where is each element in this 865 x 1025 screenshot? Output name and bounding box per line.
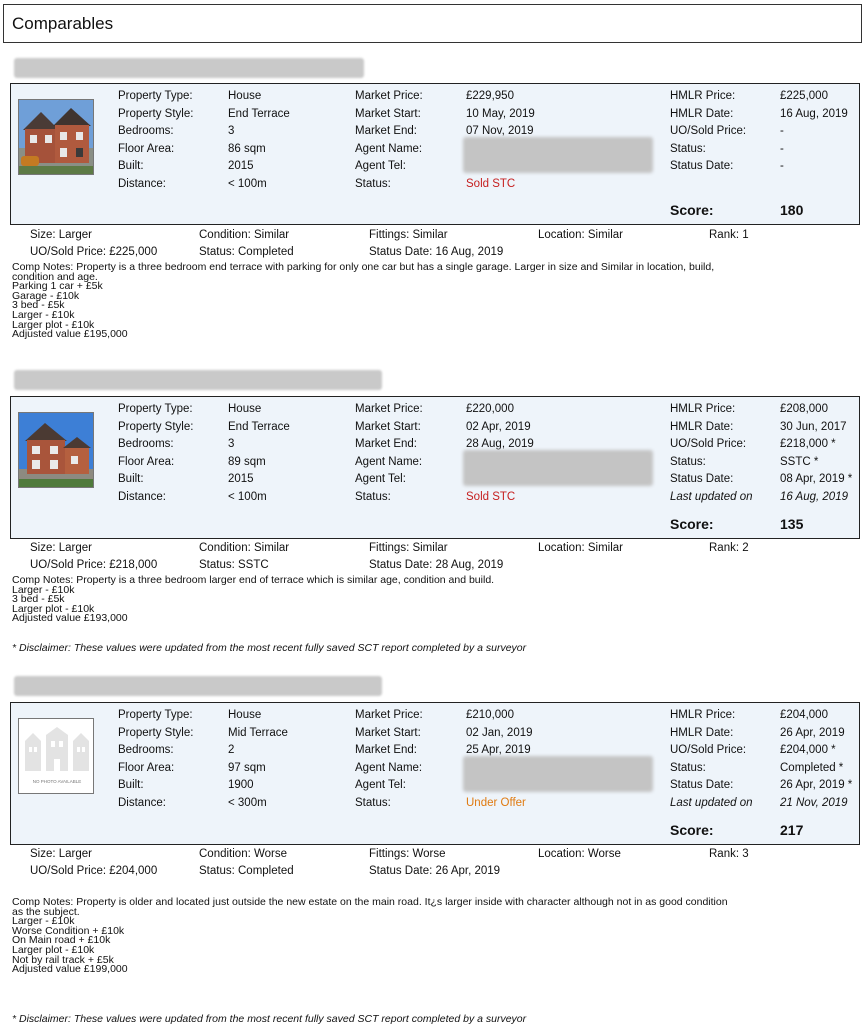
value-status-right: SSTC * <box>780 455 819 468</box>
meta-size: Size: Larger <box>30 229 93 241</box>
page-header <box>3 4 862 43</box>
value-market-end: 28 Aug, 2019 <box>466 438 534 450</box>
label-market-start: Market Start: <box>355 107 421 120</box>
agent-details-redacted <box>463 137 653 173</box>
label-agent-tel: Agent Tel: <box>355 160 406 172</box>
label-status-right: Status: <box>670 142 706 155</box>
label-status: Status: <box>355 796 391 809</box>
label-agent-name: Agent Name: <box>355 142 423 155</box>
comp-notes: Comp Notes: Property is older and located just outside the new estate on the main road. It¿s larger inside with character although not in as good condition as the subject. Larger - £10k Worse Condition + £10k On Main road + £10k Larger plot - £10k Not by rail track + £5k Adjusted value £199,000 <box>12 896 728 976</box>
comparable-card <box>10 396 860 539</box>
value-built: 1900 <box>228 779 254 791</box>
value-hmlr-date: 16 Aug, 2019 <box>780 107 848 120</box>
agent-details-redacted <box>463 450 653 486</box>
value-property-style: End Terrace <box>228 420 290 433</box>
value-distance: < 100m <box>228 490 267 503</box>
value-floor-area: 89 sqm <box>228 455 266 468</box>
value-property-style: Mid Terrace <box>228 726 288 739</box>
meta-fittings: Fittings: Worse <box>369 848 446 860</box>
value-property-type: House <box>228 90 262 102</box>
meta-size: Size: Larger <box>30 542 93 554</box>
label-bedrooms: Bedrooms: <box>118 744 174 756</box>
label-market-start: Market Start: <box>355 726 421 739</box>
value-uo-sold-price: £218,000 * <box>780 438 836 450</box>
label-hmlr-price: HMLR Price: <box>670 709 736 721</box>
disclaimer-note: * Disclaimer: These values were updated from the most recent fully saved SCT report completed by a surveyor <box>12 1013 527 1025</box>
value-property-type: House <box>228 709 262 721</box>
value-bedrooms: 3 <box>228 125 235 137</box>
value-market-end: 07 Nov, 2019 <box>466 125 534 137</box>
label-built: Built: <box>118 473 144 485</box>
meta-fittings: Fittings: Similar <box>369 229 448 241</box>
label-agent-tel: Agent Tel: <box>355 779 406 791</box>
label-built: Built: <box>118 779 144 791</box>
meta-status-date-line: Status Date: 28 Aug, 2019 <box>369 559 504 571</box>
agent-details-redacted <box>463 756 653 792</box>
label-property-style: Property Style: <box>118 726 194 739</box>
label-status: Status: <box>355 490 391 503</box>
score-value: 217 <box>780 822 804 838</box>
value-uo-sold-price: - <box>780 125 784 137</box>
comparable-card <box>10 83 860 225</box>
meta-location: Location: Worse <box>538 848 621 860</box>
label-floor-area: Floor Area: <box>118 455 175 468</box>
value-hmlr-price: £208,000 <box>780 403 828 415</box>
disclaimer-note: * Disclaimer: These values were updated from the most recent fully saved SCT report completed by a surveyor <box>12 642 527 654</box>
no-photo-caption: NO PHOTO AVAILABLE <box>32 779 82 784</box>
meta-status-date-line: Status Date: 26 Apr, 2019 <box>369 865 501 877</box>
meta-uo-line: UO/Sold Price: £218,000 <box>30 559 158 571</box>
label-bedrooms: Bedrooms: <box>118 125 174 137</box>
value-status-date: - <box>780 160 784 172</box>
label-market-price: Market Price: <box>355 709 423 721</box>
value-market-price: £229,950 <box>466 90 514 102</box>
label-property-type: Property Type: <box>118 403 193 415</box>
value-market-start: 10 May, 2019 <box>466 107 535 120</box>
label-distance: Distance: <box>118 490 166 503</box>
label-property-style: Property Style: <box>118 420 194 433</box>
meta-fittings: Fittings: Similar <box>369 542 448 554</box>
value-status-right: Completed * <box>780 761 844 774</box>
value-status-date: 08 Apr, 2019 * <box>780 473 853 485</box>
label-status-date: Status Date: <box>670 779 734 791</box>
label-market-end: Market End: <box>355 125 417 137</box>
score-value: 180 <box>780 202 804 218</box>
meta-status-line: Status: SSTC <box>199 559 269 571</box>
label-hmlr-price: HMLR Price: <box>670 403 736 415</box>
value-hmlr-price: £204,000 <box>780 709 828 721</box>
label-bedrooms: Bedrooms: <box>118 438 174 450</box>
label-market-end: Market End: <box>355 438 417 450</box>
meta-condition: Condition: Similar <box>199 542 290 554</box>
label-market-price: Market Price: <box>355 403 423 415</box>
label-floor-area: Floor Area: <box>118 761 175 774</box>
meta-status-line: Status: Completed <box>199 865 294 877</box>
value-last-updated-label: 16 Aug, 2019 <box>780 490 848 503</box>
comp-notes: Comp Notes: Property is a three bedroom end terrace with parking for only one car but has a single garage. Larger in size and Similar in location, build, condition and age. Parking 1 car + £5k Garage - £10k 3 bed - £5k Larger - £10k Larger plot - £10k Adjusted value £195,000 <box>12 261 715 341</box>
label-uo-sold-price: UO/Sold Price: <box>670 438 747 450</box>
value-uo-sold-price: £204,000 * <box>780 744 836 756</box>
value-bedrooms: 2 <box>228 744 235 756</box>
property-photo <box>18 412 94 488</box>
value-built: 2015 <box>228 473 254 485</box>
label-status-right: Status: <box>670 455 706 468</box>
label-distance: Distance: <box>118 177 166 190</box>
label-floor-area: Floor Area: <box>118 142 175 155</box>
property-photo <box>18 99 94 175</box>
label-status-date: Status Date: <box>670 473 734 485</box>
meta-uo-line: UO/Sold Price: £225,000 <box>30 246 158 258</box>
address-redacted <box>14 370 382 390</box>
value-distance: < 100m <box>228 177 267 190</box>
value-property-type: House <box>228 403 262 415</box>
comparable-card <box>10 702 860 845</box>
label-property-type: Property Type: <box>118 709 193 721</box>
value-status-right: - <box>780 142 784 155</box>
label-hmlr-date: HMLR Date: <box>670 420 734 433</box>
meta-rank: Rank: 1 <box>709 229 749 241</box>
label-hmlr-date: HMLR Date: <box>670 726 734 739</box>
value-status-date: 26 Apr, 2019 * <box>780 779 853 791</box>
label-agent-tel: Agent Tel: <box>355 473 406 485</box>
value-status: Sold STC <box>466 490 516 503</box>
value-built: 2015 <box>228 160 254 172</box>
score-label: Score: <box>670 202 714 218</box>
value-distance: < 300m <box>228 796 267 809</box>
label-agent-name: Agent Name: <box>355 761 423 774</box>
property-photo <box>18 718 94 794</box>
value-hmlr-date: 26 Apr, 2019 <box>780 726 845 739</box>
label-property-type: Property Type: <box>118 90 193 102</box>
meta-rank: Rank: 3 <box>709 848 749 860</box>
value-market-price: £210,000 <box>466 709 514 721</box>
value-last-updated-label: 21 Nov, 2019 <box>780 796 848 809</box>
value-bedrooms: 3 <box>228 438 235 450</box>
label-uo-sold-price: UO/Sold Price: <box>670 744 747 756</box>
label-market-price: Market Price: <box>355 90 423 102</box>
label-status-date: Status Date: <box>670 160 734 172</box>
meta-condition: Condition: Similar <box>199 229 290 241</box>
score-label: Score: <box>670 516 714 532</box>
label-hmlr-date: HMLR Date: <box>670 107 734 120</box>
label-distance: Distance: <box>118 796 166 809</box>
value-floor-area: 86 sqm <box>228 142 266 155</box>
value-floor-area: 97 sqm <box>228 761 266 774</box>
meta-location: Location: Similar <box>538 229 624 241</box>
meta-location: Location: Similar <box>538 542 624 554</box>
value-market-start: 02 Apr, 2019 <box>466 420 531 433</box>
value-market-price: £220,000 <box>466 403 514 415</box>
value-market-end: 25 Apr, 2019 <box>466 744 531 756</box>
value-status: Under Offer <box>466 796 526 809</box>
value-hmlr-price: £225,000 <box>780 90 828 102</box>
value-hmlr-date: 30 Jun, 2017 <box>780 420 847 433</box>
label-built: Built: <box>118 160 144 172</box>
address-redacted <box>14 58 364 78</box>
meta-uo-line: UO/Sold Price: £204,000 <box>30 865 158 877</box>
meta-size: Size: Larger <box>30 848 93 860</box>
label-property-style: Property Style: <box>118 107 194 120</box>
meta-status-line: Status: Completed <box>199 246 294 258</box>
comp-notes: Comp Notes: Property is a three bedroom larger end of terrace which is similar age, condition and build. Larger - £10k 3 bed - £5k Larger plot - £10k Adjusted value £193,000 <box>12 574 495 625</box>
meta-rank: Rank: 2 <box>709 542 749 554</box>
label-market-end: Market End: <box>355 744 417 756</box>
label-hmlr-price: HMLR Price: <box>670 90 736 102</box>
label-uo-sold-price: UO/Sold Price: <box>670 125 747 137</box>
label-market-start: Market Start: <box>355 420 421 433</box>
label-last-updated-label: Last updated on <box>670 796 753 809</box>
label-status: Status: <box>355 177 391 190</box>
value-status: Sold STC <box>466 177 516 190</box>
meta-condition: Condition: Worse <box>199 848 287 860</box>
label-agent-name: Agent Name: <box>355 455 423 468</box>
value-market-start: 02 Jan, 2019 <box>466 726 533 739</box>
score-label: Score: <box>670 822 714 838</box>
score-value: 135 <box>780 516 804 532</box>
label-status-right: Status: <box>670 761 706 774</box>
value-property-style: End Terrace <box>228 107 290 120</box>
meta-status-date-line: Status Date: 16 Aug, 2019 <box>369 246 504 258</box>
page-title: Comparables <box>12 14 114 33</box>
address-redacted <box>14 676 382 696</box>
label-last-updated-label: Last updated on <box>670 490 753 503</box>
